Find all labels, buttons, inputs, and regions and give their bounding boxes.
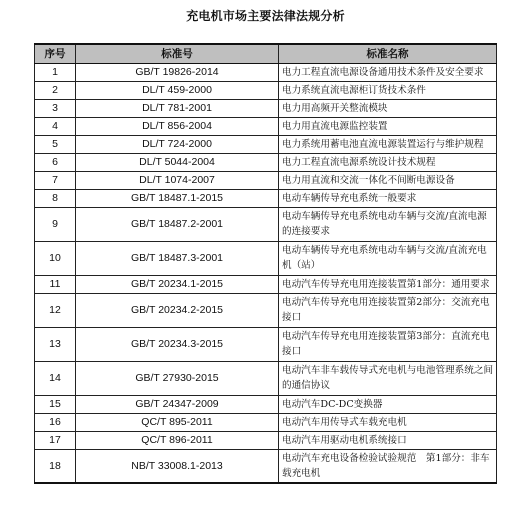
table-row — [35, 81, 497, 99]
standard-code: DL/T 459-2000 — [76, 81, 279, 99]
row-number: 15 — [35, 395, 76, 413]
table-row — [35, 189, 497, 207]
table-row — [35, 117, 497, 135]
row-number: 16 — [35, 413, 76, 431]
table-row — [35, 171, 497, 189]
standard-name: 电力用直流电源监控装置 — [279, 117, 497, 135]
standard-code: DL/T 1074-2007 — [76, 171, 279, 189]
standard-name: 电动汽车用驱动电机系统接口 — [279, 431, 497, 449]
table-row — [35, 361, 497, 395]
table-row — [35, 293, 497, 327]
row-number: 4 — [35, 117, 76, 135]
standard-code: GB/T 18487.1-2015 — [76, 189, 279, 207]
row-number: 12 — [35, 293, 76, 327]
standard-code: NB/T 33008.1-2013 — [76, 449, 279, 483]
table-row — [35, 63, 497, 81]
standard-name: 电力工程直流电源系统设计技术规程 — [279, 153, 497, 171]
standard-code: GB/T 24347-2009 — [76, 395, 279, 413]
document-title: 充电机市场主要法律法规分析 — [186, 9, 345, 23]
table-row — [35, 153, 497, 171]
table-row — [35, 275, 497, 293]
standard-code: GB/T 18487.3-2001 — [76, 241, 279, 275]
row-number: 10 — [35, 241, 76, 275]
row-number: 18 — [35, 449, 76, 483]
standard-code: DL/T 724-2000 — [76, 135, 279, 153]
standard-name: 电力用高频开关整流模块 — [279, 99, 497, 117]
table-row — [35, 327, 497, 361]
table-row — [35, 207, 497, 241]
standard-name: 电动车辆传导充电系统电动车辆与交流/直流充电机（站） — [279, 241, 497, 275]
standard-code: GB/T 20234.1-2015 — [76, 275, 279, 293]
standard-name: 电动汽车DC-DC变换器 — [279, 395, 497, 413]
standard-name: 电动汽车非车载传导式充电机与电池管理系统之间的通信协议 — [279, 361, 497, 395]
standard-code: GB/T 27930-2015 — [76, 361, 279, 395]
standard-name: 电动汽车用传导式车载充电机 — [279, 413, 497, 431]
row-number: 14 — [35, 361, 76, 395]
standard-name: 电力系统直流电源柜订货技术条件 — [279, 81, 497, 99]
row-number: 6 — [35, 153, 76, 171]
table-row — [35, 99, 497, 117]
column-header-number: 序号 — [35, 44, 76, 63]
row-number: 13 — [35, 327, 76, 361]
standard-name: 电力工程直流电源设备通用技术条件及安全要求 — [279, 63, 497, 81]
table-body — [35, 63, 497, 483]
standard-code: DL/T 5044-2004 — [76, 153, 279, 171]
standard-code: DL/T 781-2001 — [76, 99, 279, 117]
standard-name: 电动汽车充电设备检验试验规范 第1部分：非车载充电机 — [279, 449, 497, 483]
row-number: 2 — [35, 81, 76, 99]
table-row — [35, 395, 497, 413]
row-number: 5 — [35, 135, 76, 153]
standard-name: 电动车辆传导充电系统一般要求 — [279, 189, 497, 207]
column-header-standard-code: 标准号 — [76, 44, 279, 63]
table-header — [35, 44, 497, 63]
row-number: 11 — [35, 275, 76, 293]
table-row — [35, 413, 497, 431]
standard-name: 电动汽车传导充电用连接装置第1部分：通用要求 — [279, 275, 497, 293]
standard-code: GB/T 18487.2-2001 — [76, 207, 279, 241]
table-header-row — [35, 44, 497, 63]
row-number: 1 — [35, 63, 76, 81]
table-row — [35, 135, 497, 153]
row-number: 8 — [35, 189, 76, 207]
standard-code: GB/T 20234.3-2015 — [76, 327, 279, 361]
row-number: 17 — [35, 431, 76, 449]
row-number: 3 — [35, 99, 76, 117]
row-number: 7 — [35, 171, 76, 189]
standard-code: GB/T 20234.2-2015 — [76, 293, 279, 327]
table-row — [35, 241, 497, 275]
table-row — [35, 431, 497, 449]
standard-name: 电力用直流和交流一体化不间断电源设备 — [279, 171, 497, 189]
standard-name: 电力系统用蓄电池直流电源装置运行与维护规程 — [279, 135, 497, 153]
standard-code: QC/T 895-2011 — [76, 413, 279, 431]
standard-name: 电动汽车传导充电用连接装置第2部分：交流充电接口 — [279, 293, 497, 327]
standards-table — [34, 43, 497, 484]
standard-code: QC/T 896-2011 — [76, 431, 279, 449]
row-number: 9 — [35, 207, 76, 241]
column-header-standard-name: 标准名称 — [279, 44, 497, 63]
standard-code: DL/T 856-2004 — [76, 117, 279, 135]
standard-name: 电动车辆传导充电系统电动车辆与交流/直流电源的连接要求 — [279, 207, 497, 241]
standard-code: GB/T 19826-2014 — [76, 63, 279, 81]
table-row — [35, 449, 497, 483]
standard-name: 电动汽车传导充电用连接装置第3部分：直流充电接口 — [279, 327, 497, 361]
